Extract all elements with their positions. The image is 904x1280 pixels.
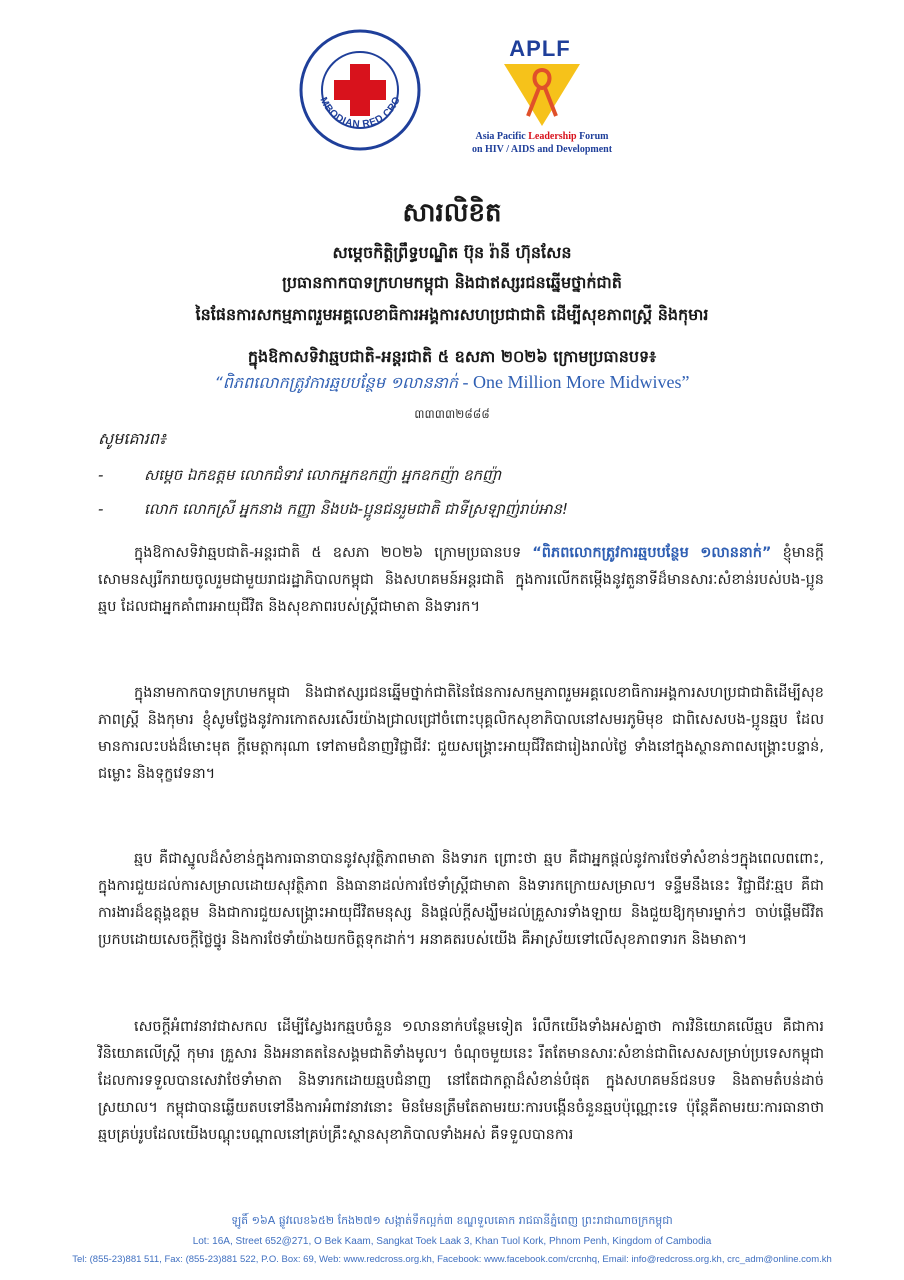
footer-contacts: Tel: (855-23)881 511, Fax: (855-23)881 522, P.O. Box: 69, Web: www.redcross.org.kh, Facebook: www.facebook.com/crcnhq, Email: info@redcross.org.kh, crc_adm@online.com.kh [72, 1254, 832, 1265]
bullet-text: សម្តេច ឯកឧត្តម លោកជំទាវ លោកអ្នកឧកញ៉ា អ្នកឧកញ៉ា ឧកញ៉ា [144, 466, 502, 484]
salutation-bullet [98, 466, 501, 488]
theme-khmer: “ពិភពលោកត្រូវការឆ្មបបន្ថែម ១លាននាក់ [214, 373, 459, 392]
document-title: សារលិខិត [402, 198, 502, 228]
cambodian-red-cross-logo [298, 28, 422, 152]
aplf-caption-line2: on HIV / AIDS and Development [471, 144, 613, 155]
paragraph-text: ខ្ញុំមានក្តីសោមនស្សរីករាយចូលរួមជាមួយរាជរដ្ឋាភិបាលកម្ពុជា និងសហគមន៍អន្តរជាតិ ក្នុងការលើកតម្កើងនូវតួនាទីដ៏មានសារៈសំខាន់របស់បង-ប្អូនឆ្មប ដែលជាអ្នកគាំពារអាយុជីវិត និងសុខភាពរបស់ស្ត្រីជាមាតា និងទារក។ [98, 545, 824, 615]
theme-highlight: “ពិភពលោកត្រូវការឆ្មបបន្ថែម ១លាននាក់” [532, 545, 772, 561]
bullet-dash: - [98, 500, 104, 518]
body-paragraph-2: ក្នុងនាមកាកបាទក្រហមកម្ពុជា និងជាឥស្សរជនឆ្នើមថ្នាក់ជាតិនៃផែនការសកម្មភាពរួមអគ្គលេខាធិការអង្គការសហប្រជាជាតិដើម្បីសុខភាពស្ត្រី និងកុមារ ខ្ញុំសូមថ្លែងនូវការកោតសរសើរយ៉ាងជ្រាលជ្រៅចំពោះបុគ្គលិកសុខាភិបាលនៅសមរភូមិមុខ ជាពិសេសបង-ប្អូនឆ្មប ដែលមានការលះបង់ដ៏មោះមុត ក្តីមេត្តាករុណា ទៅតាមជំនាញវិជ្ជាជីវៈ ជួយសង្គ្រោះអាយុជីវិតជារៀងរាល់ថ្ងៃ ទាំងនៅក្នុងស្ថានភាពសង្គ្រោះបន្ទាន់, ជម្លោះ និងទុក្ខវេទនា។ [98, 685, 824, 782]
theme-line [0, 372, 904, 396]
aplf-caption-part: Asia Pacific [475, 131, 529, 142]
salutation-heading: សូមគោរព៖ [98, 429, 166, 448]
aplf-ribbon-icon [504, 64, 580, 128]
body-paragraph-4: សេចក្តីអំពាវនាវជាសកល ដើម្បីស្វែងរកឆ្មបចំនួន ១លាននាក់បន្ថែមទៀត រំលឹកយើងទាំងអស់គ្នាថា ការវិនិយោគលើឆ្មប គឺជាការវិនិយោគលើស្ត្រី កុមារ គ្រួសារ និងអនាគតនៃសង្គមជាតិទាំងមូល។ ចំណុចមួយនេះ រឹតតែមានសារៈសំខាន់ជាពិសេសសម្រាប់ប្រទេសកម្ពុជា ដែលការទទួលបានសេវាថែទាំមាតា និងទារកដោយឆ្មបជំនាញ នៅតែជាកត្តាដ៏សំខាន់បំផុត ក្នុងសហគមន៍ជនបទ និងតាមតំបន់ដាច់ស្រយាល។ កម្ពុជាបានឆ្លើយតបទៅនឹងការអំពាវនាវនោះ មិនមែនត្រឹមតែតាមរយៈការបង្កើនចំនួនឆ្មបប៉ុណ្ណោះទេ ប៉ុន្តែគឺតាមរយៈការធានាថា ឆ្មបគ្រប់រូបដែលយើងបណ្តុះបណ្តាលនៅគ្រប់គ្រឹះស្ថានសុខាភិបាលទាំងអស់ គឺទទួលបានការ [98, 1019, 824, 1143]
theme-english: - One Million More Midwives” [458, 372, 690, 392]
salutation-bullet [98, 500, 568, 522]
paragraph-text: ក្នុងឱកាសទិវាឆ្មបជាតិ-អន្តរជាតិ ៥ ឧសភា ២០២៦ ក្រោមប្រធានបទ [134, 545, 533, 561]
aplf-wordmark: APLF [509, 36, 571, 61]
aplf-logo [452, 36, 632, 162]
bullet-text: លោក លោកស្រី អ្នកនាង កញ្ញា និងបង-ប្អូនជនរួមជាតិ ជាទីស្រឡាញ់រាប់អាន! [144, 500, 569, 518]
aplf-caption-highlight: Leadership [528, 131, 577, 142]
reference-number: ៣៣៣៣២៨៨៨ [414, 407, 490, 421]
aplf-caption [452, 130, 632, 156]
body-paragraph-1 [98, 540, 824, 621]
sender-role: នៃផែនការសកម្មភាពរួមអគ្គលេខាធិការអង្គការសហប្រជាជាតិ ដើម្បីសុខភាពស្ត្រី និងកុមារ [195, 305, 709, 324]
bullet-dash: - [98, 466, 104, 484]
occasion-line: ក្នុងឱកាសទិវាឆ្មបជាតិ-អន្តរជាតិ ៥ ឧសភា ២០២៦ ក្រោមប្រធានបទ៖ [247, 347, 657, 366]
footer-address: Lot: 16A, Street 652@271, O Bek Kaam, Sangkat Toek Laak 3, Khan Tuol Kork, Phnom Penh, Kingdom of Cambodia [192, 1236, 712, 1247]
sender-name: សម្តេចកិត្តិព្រឹទ្ធបណ្ឌិត ប៊ុន រ៉ានី ហ៊ុនសែន [332, 243, 572, 262]
sender-position: ប្រធានកាកបាទក្រហមកម្ពុជា និងជាឥស្សរជនឆ្នើមថ្នាក់ជាតិ [282, 273, 622, 292]
footer-address-khmer: ឡូតិ៍ ១៦A ផ្លូវលេខ៦៥២ កែង២៧១ សង្កាត់ទឹកល្អក់៣ ខណ្ឌទួលគោក រាជធានីភ្នំពេញ ព្រះរាជាណាចក្រកម្ពុជា [231, 1214, 673, 1227]
body-paragraph-3: ឆ្មប គឺជាស្នូលដ៏សំខាន់ក្នុងការធានាបាននូវសុវត្ថិភាពមាតា និងទារក ព្រោះថា ឆ្មប គឺជាអ្នកផ្តល់នូវការថែទាំសំខាន់ៗក្នុងពេលពពោះ, ក្នុងការជួយដល់ការសម្រាលដោយសុវត្ថិភាព និងធានាដល់ការថែទាំស្ត្រីជាមាតា និងទារកក្រោយសម្រាល។ ទន្ទឹមនឹងនេះ វិជ្ជាជីវៈឆ្មប គឺជាការងារដ៏ឧត្តុង្គឧត្តម និងជាការជួយសង្គ្រោះអាយុជីវិតមនុស្ស និងផ្តល់ក្តីសង្ឃឹមដល់គ្រួសារទាំងឡាយ និងជួយឱ្យកុមារម្នាក់ៗ ចាប់ផ្តើមជីវិតប្រកបដោយសេចក្តីថ្លៃថ្នូរ និងការថែទាំយ៉ាងយកចិត្តទុកដាក់។ អនាគតរបស់យើង គឺអាស្រ័យទៅលើសុខភាពទារក និងមាតា។ [98, 851, 824, 948]
aplf-caption-part: Forum [576, 131, 609, 142]
crc-logo-text: MBODIAN RED CRO [317, 94, 403, 131]
